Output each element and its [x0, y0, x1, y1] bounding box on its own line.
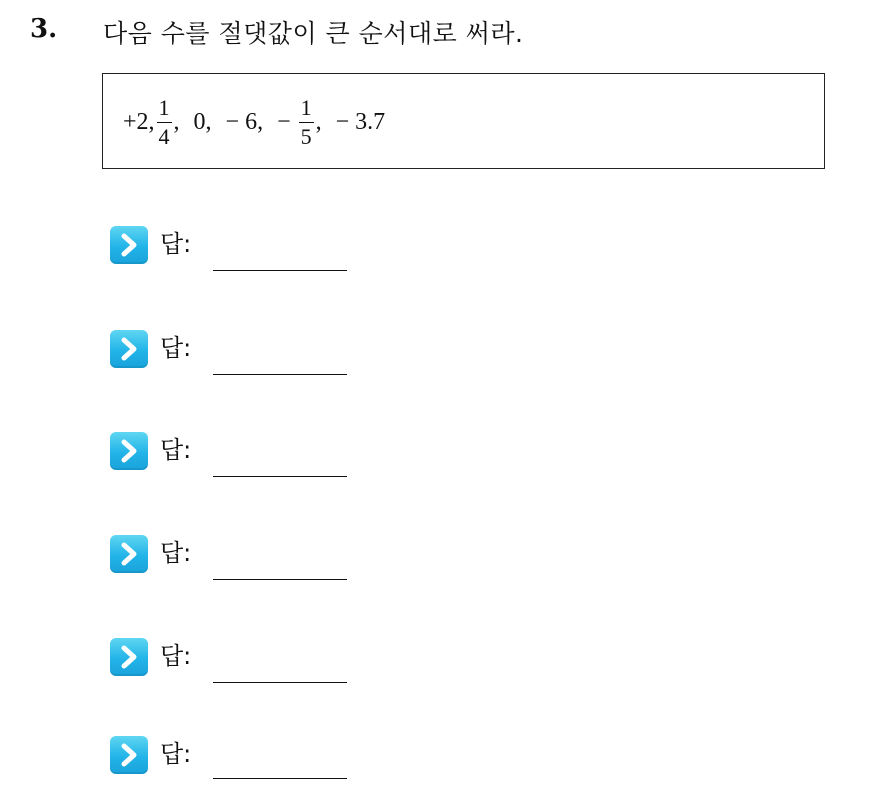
chevron-right-icon — [110, 736, 148, 774]
chevron-right-icon — [110, 226, 148, 264]
answer-row — [110, 527, 410, 587]
answer-blank[interactable] — [213, 682, 347, 683]
answer-blank[interactable] — [213, 270, 347, 271]
fraction-one-fifth — [299, 94, 314, 149]
answer-label: 답: — [160, 642, 192, 670]
answer-row — [110, 424, 410, 484]
answer-label: 답: — [160, 740, 192, 768]
answer-label: 답: — [160, 539, 192, 567]
fraction-denominator: 4 — [158, 123, 170, 149]
fraction-numerator: 1 — [299, 97, 314, 123]
answer-blank[interactable] — [213, 476, 347, 477]
answer-row — [110, 630, 410, 690]
fraction-one-quarter — [157, 94, 172, 149]
negative-sign: − — [277, 108, 291, 135]
choice-minus-six: − 6, — [225, 108, 264, 135]
answer-label: 답: — [160, 436, 192, 464]
question-number: 3. — [30, 14, 58, 44]
chevron-right-icon — [110, 432, 148, 470]
chevron-right-icon — [110, 330, 148, 368]
choice-zero: 0, — [193, 108, 212, 135]
answer-blank[interactable] — [213, 579, 347, 580]
separator-comma: , — [173, 108, 180, 135]
answer-row — [110, 218, 410, 278]
answer-label: 답: — [160, 230, 192, 258]
answer-row — [110, 322, 410, 382]
fraction-denominator: 5 — [300, 123, 312, 149]
choice-plus-two: +2, — [123, 108, 155, 135]
chevron-right-icon — [110, 535, 148, 573]
chevron-right-icon — [110, 638, 148, 676]
separator-comma: , — [315, 108, 322, 135]
answer-label: 답: — [160, 334, 192, 362]
fraction-numerator: 1 — [157, 97, 172, 123]
answer-blank[interactable] — [213, 374, 347, 375]
question-text: 다음 수를 절댓값이 큰 순서대로 써라. — [103, 19, 524, 48]
answer-row — [110, 728, 410, 788]
choices-box — [102, 73, 825, 169]
answer-blank[interactable] — [213, 778, 347, 779]
choices-math — [123, 74, 385, 170]
choice-minus-three-point-seven: − 3.7 — [335, 108, 386, 135]
